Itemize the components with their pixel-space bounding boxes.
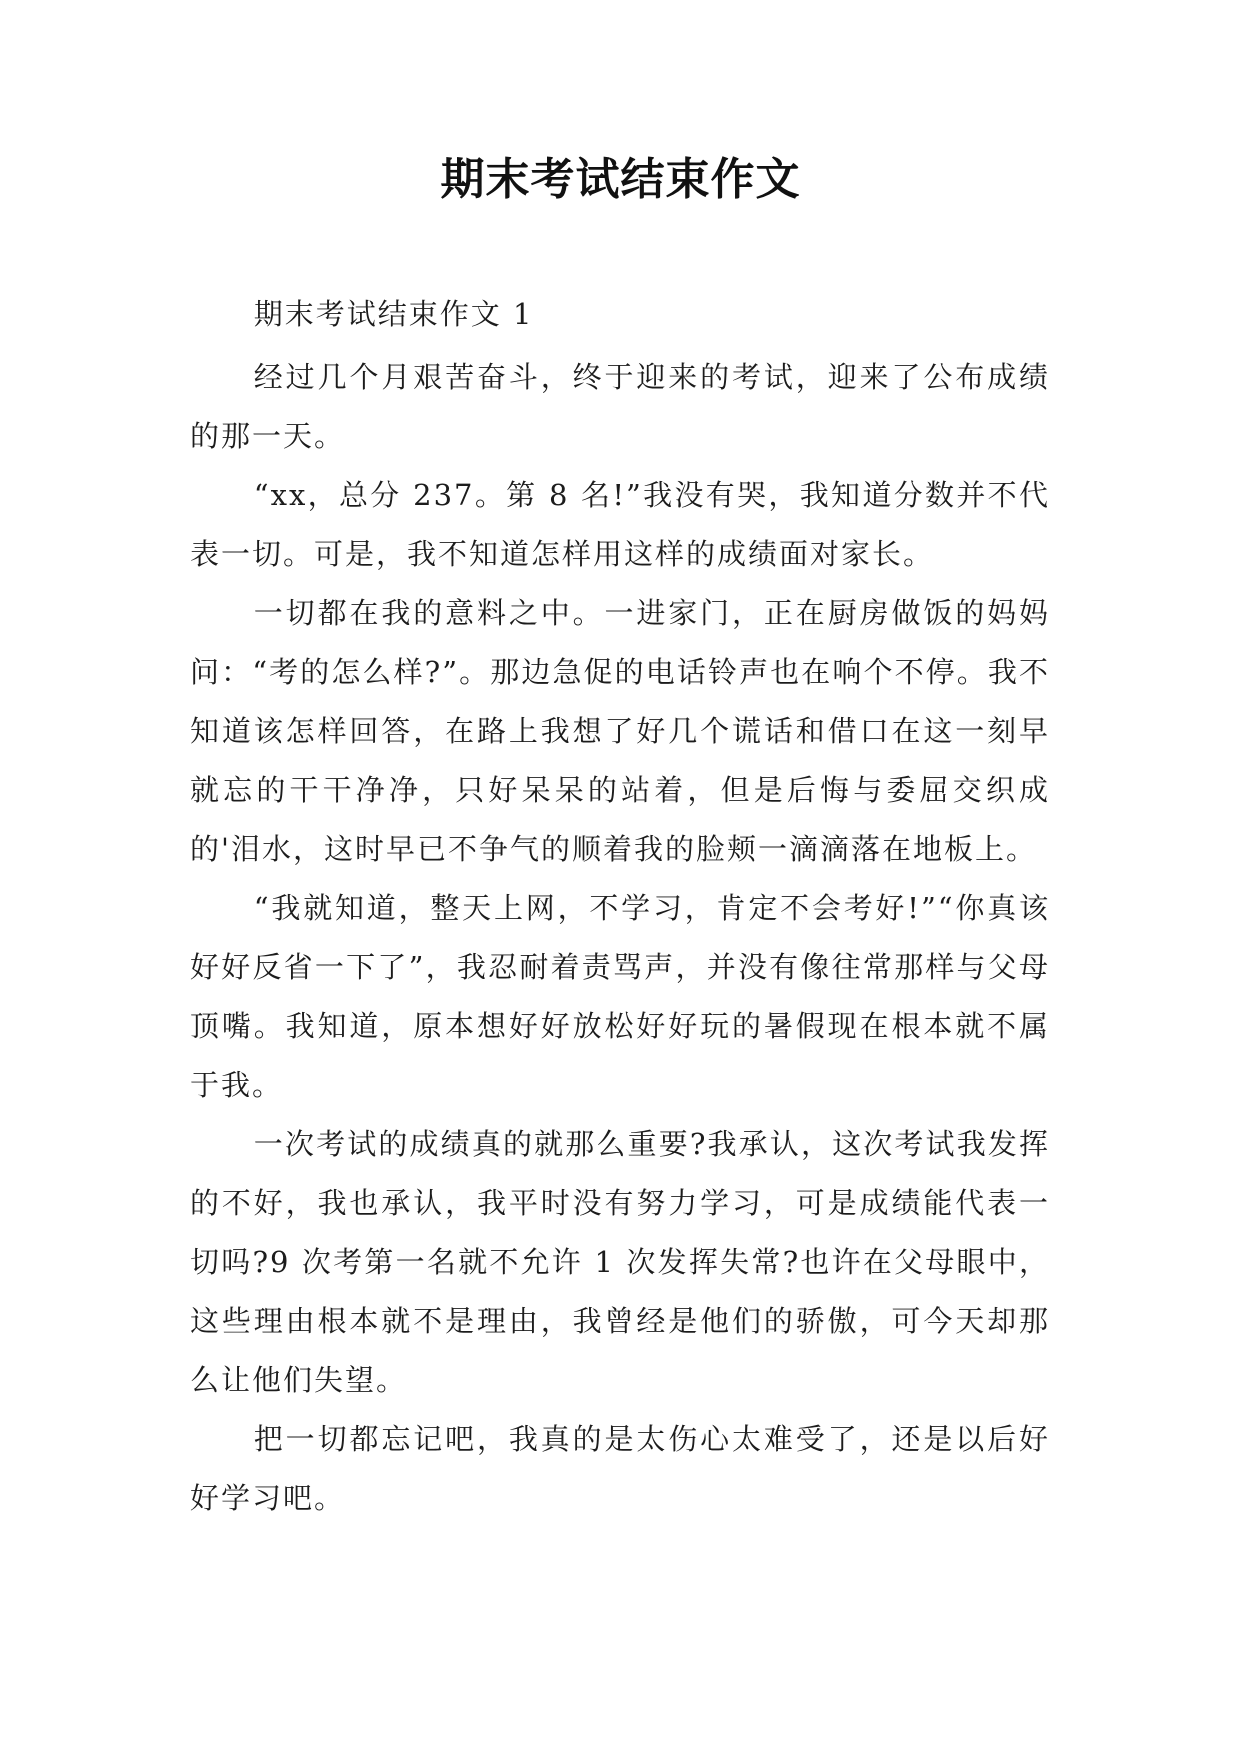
paragraph-3: 一切都在我的意料之中。一进家门，正在厨房做饭的妈妈问：“考的怎么样?”。那边急促的电话铃声也在响个不停。我不知道该怎样回答，在路上我想了好几个谎话和借口在这一刻早就忘的干干净净，只好呆呆的站着，但是后悔与委屈交织成的'泪水，这时早已不争气的顺着我的脸颊一滴滴落在地板上。 [190, 596, 1050, 866]
document-title: 期末考试结束作文 [440, 154, 801, 205]
essay-subtitle: 期末考试结束作文 1 [253, 297, 534, 331]
paragraph-1: 经过几个月艰苦奋斗，终于迎来的考试，迎来了公布成绩的那一天。 [190, 360, 1050, 453]
document-body [190, 285, 1050, 1528]
paragraph-5: 一次考试的成绩真的就那么重要?我承认，这次考试我发挥的不好，我也承认，我平时没有努力学习，可是成绩能代表一切吗?9 次考第一名就不允许 1 次发挥失常?也许在父母眼中，这些理由根本就不是理由，我曾经是他们的骄傲，可今天却那么让他们失望。 [190, 1127, 1050, 1397]
paragraph-6: 把一切都忘记吧，我真的是太伤心太难受了，还是以后好好学习吧。 [190, 1422, 1050, 1515]
paragraph-4: “我就知道，整天上网，不学习，肯定不会考好!”“你真该好好反省一下了”，我忍耐着责骂声，并没有像往常那样与父母顶嘴。我知道，原本想好好放松好好玩的暑假现在根本就不属于我。 [190, 891, 1050, 1102]
paragraph-2: “xx，总分 237。第 8 名!”我没有哭，我知道分数并不代表一切。可是，我不知道怎样用这样的成绩面对家长。 [190, 478, 1050, 571]
